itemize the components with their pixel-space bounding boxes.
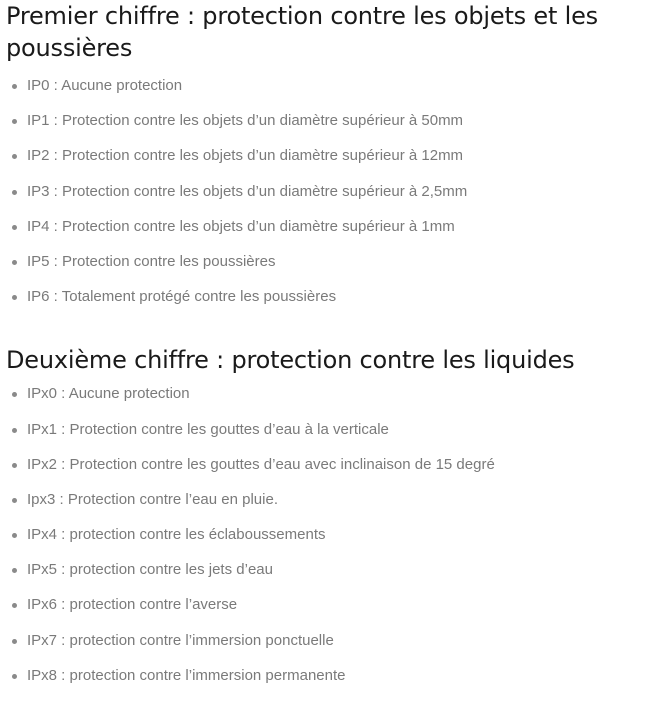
list-item-ip6 — [0, 285, 661, 320]
bullet-icon — [12, 260, 17, 265]
bullet-icon — [12, 295, 17, 300]
bullet-icon — [12, 603, 17, 608]
bullet-icon — [12, 190, 17, 195]
list-item-text: IP1 : Protection contre les objets d’un diamètre supérieur à 50mm — [27, 112, 464, 130]
list-item-ip3 — [0, 180, 661, 215]
bullet-icon — [12, 674, 17, 679]
list-item-text: IPx6 : protection contre l’averse — [27, 596, 238, 614]
list-item-ipx6 — [0, 593, 661, 628]
section-title-premier-chiffre: Premier chiffre : protection contre les objets et les poussières — [6, 2, 598, 62]
list-item-text: IPx0 : Aucune protection — [27, 385, 190, 403]
list-deuxieme-chiffre — [0, 382, 661, 699]
bullet-icon — [12, 498, 17, 503]
list-item-text: IP6 : Totalement protégé contre les poussières — [27, 288, 337, 306]
list-item-ipx5 — [0, 558, 661, 593]
section-title-deuxieme-chiffre: Deuxième chiffre : protection contre les liquides — [6, 346, 575, 375]
bullet-icon — [12, 463, 17, 468]
bullet-icon — [12, 225, 17, 230]
list-item-ip2 — [0, 144, 661, 179]
bullet-icon — [12, 428, 17, 433]
list-item-text: IP0 : Aucune protection — [27, 77, 183, 94]
list-item-ip5 — [0, 250, 661, 285]
list-item-ip1 — [0, 109, 661, 144]
list-item-text: IPx5 : protection contre les jets d’eau — [27, 561, 273, 579]
list-item-text: Ipx3 : Protection contre l’eau en pluie. — [27, 490, 278, 508]
list-premier-chiffre — [0, 74, 661, 320]
list-item-text: IPx8 : protection contre l’immersion permanente — [27, 666, 346, 684]
list-item-ipx3 — [0, 488, 661, 523]
bullet-icon — [12, 119, 17, 124]
list-item-text: IPx4 : protection contre les éclaboussements — [27, 526, 326, 544]
bullet-icon — [12, 392, 17, 397]
list-item-text: IP4 : Protection contre les objets d’un diamètre supérieur à 1mm — [27, 217, 455, 235]
bullet-icon — [12, 533, 17, 538]
list-item-ipx2 — [0, 453, 661, 488]
list-item-ip4 — [0, 215, 661, 250]
bullet-icon — [12, 84, 17, 89]
bullet-icon — [12, 639, 17, 644]
list-item-ipx8 — [0, 664, 661, 699]
list-item-text: IPx2 : Protection contre les gouttes d’eau avec inclinaison de 15 degré — [27, 455, 495, 473]
list-item-text: IPx1 : Protection contre les gouttes d’eau à la verticale — [27, 420, 389, 438]
list-item-text: IP2 : Protection contre les objets d’un diamètre supérieur à 12mm — [27, 147, 464, 165]
list-item-ipx1 — [0, 418, 661, 453]
list-item-text: IP5 : Protection contre les poussières — [27, 252, 276, 270]
list-item-ipx4 — [0, 523, 661, 558]
list-item-ipx7 — [0, 629, 661, 664]
list-item-ipx0 — [0, 382, 661, 417]
list-item-text: IP3 : Protection contre les objets d’un diamètre supérieur à 2,5mm — [27, 182, 468, 200]
list-item-text: IPx7 : protection contre l’immersion ponctuelle — [27, 631, 334, 649]
bullet-icon — [12, 154, 17, 159]
list-item-ip0 — [0, 74, 661, 109]
bullet-icon — [12, 568, 17, 573]
